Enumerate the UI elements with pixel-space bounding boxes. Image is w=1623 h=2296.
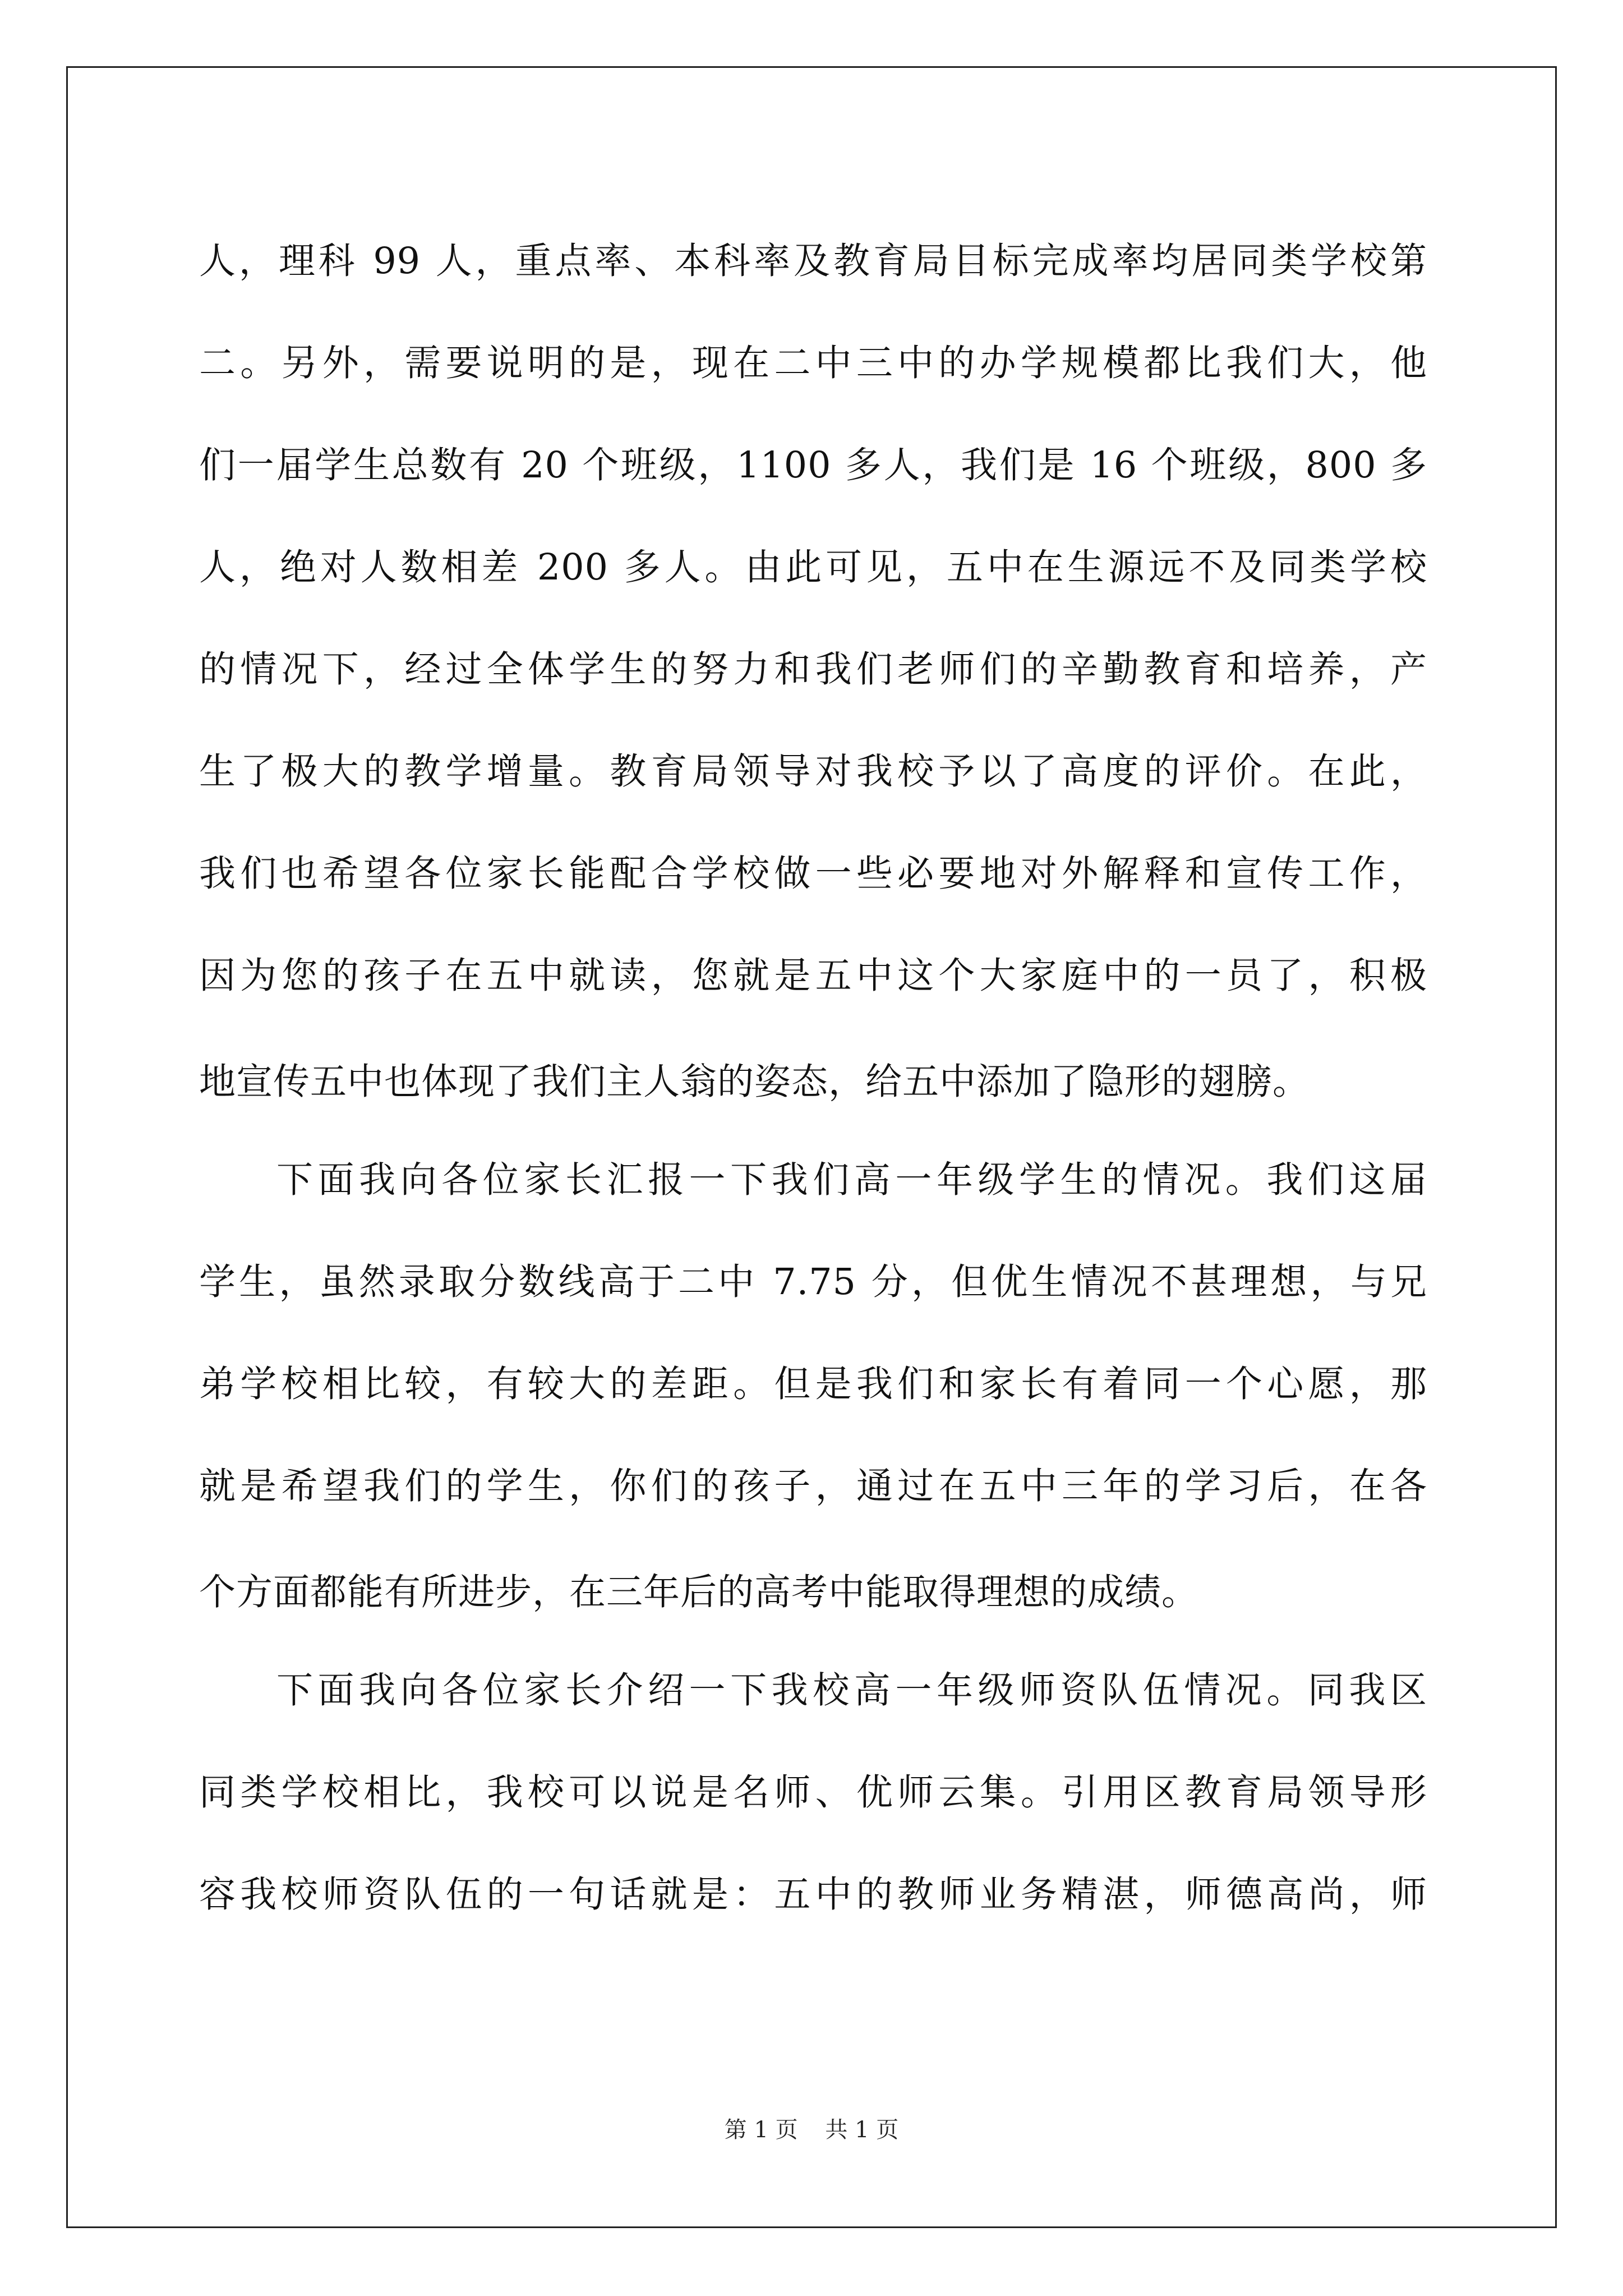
paragraph-first-line: 下面我向各位家长汇报一下我们高一年级学生的情况。我们这届 (276, 1159, 1427, 1201)
page-footer (0, 2112, 1623, 2144)
text-line: 弟学校相比较，有较大的差距。但是我们和家长有着同一个心愿，那 (199, 1363, 1427, 1405)
paragraph-first-line: 下面我向各位家长介绍一下我校高一年级师资队伍情况。同我区 (276, 1669, 1427, 1711)
text-line: 地宣传五中也体现了我们主人翁的姿态，给五中添加了隐形的翅膀。 (199, 1061, 1310, 1103)
text-line: 个方面都能有所进步，在三年后的高考中能取得理想的成绩。 (199, 1571, 1199, 1613)
text-line: 我们也希望各位家长能配合学校做一些必要地对外解释和宣传工作， (199, 853, 1427, 895)
text-line: 因为您的孩子在五中就读，您就是五中这个大家庭中的一员了，积极 (199, 955, 1427, 997)
text-line: 容我校师资队伍的一句话就是：五中的教师业务精湛，师德高尚，师 (199, 1874, 1427, 1916)
text-line: 二。另外，需要说明的是，现在二中三中的办学规模都比我们大，他 (199, 342, 1427, 384)
text-line: 学生，虽然录取分数线高于二中 7.75 分，但优生情况不甚理想，与兄 (199, 1261, 1427, 1303)
text-line: 同类学校相比，我校可以说是名师、优师云集。引用区教育局领导形 (199, 1772, 1427, 1814)
text-line: 人，理科 99 人，重点率、本科率及教育局目标完成率均居同类学校第 (199, 240, 1427, 282)
document-body (199, 210, 1427, 1946)
text-line: 生了极大的教学增量。教育局领导对我校予以了高度的评价。在此， (199, 751, 1427, 793)
page-total: 共 1 页 (825, 2117, 899, 2143)
text-line: 就是希望我们的学生，你们的孩子，通过在五中三年的学习后，在各 (199, 1465, 1427, 1507)
text-line: 人，绝对人数相差 200 多人。由此可见，五中在生源远不及同类学校 (199, 546, 1427, 588)
text-line: 们一届学生总数有 20 个班级，1100 多人，我们是 16 个班级，800 多 (199, 444, 1427, 486)
text-line: 的情况下，经过全体学生的努力和我们老师们的辛勤教育和培养，产 (199, 648, 1427, 691)
page-number: 第 1 页 (724, 2117, 798, 2143)
